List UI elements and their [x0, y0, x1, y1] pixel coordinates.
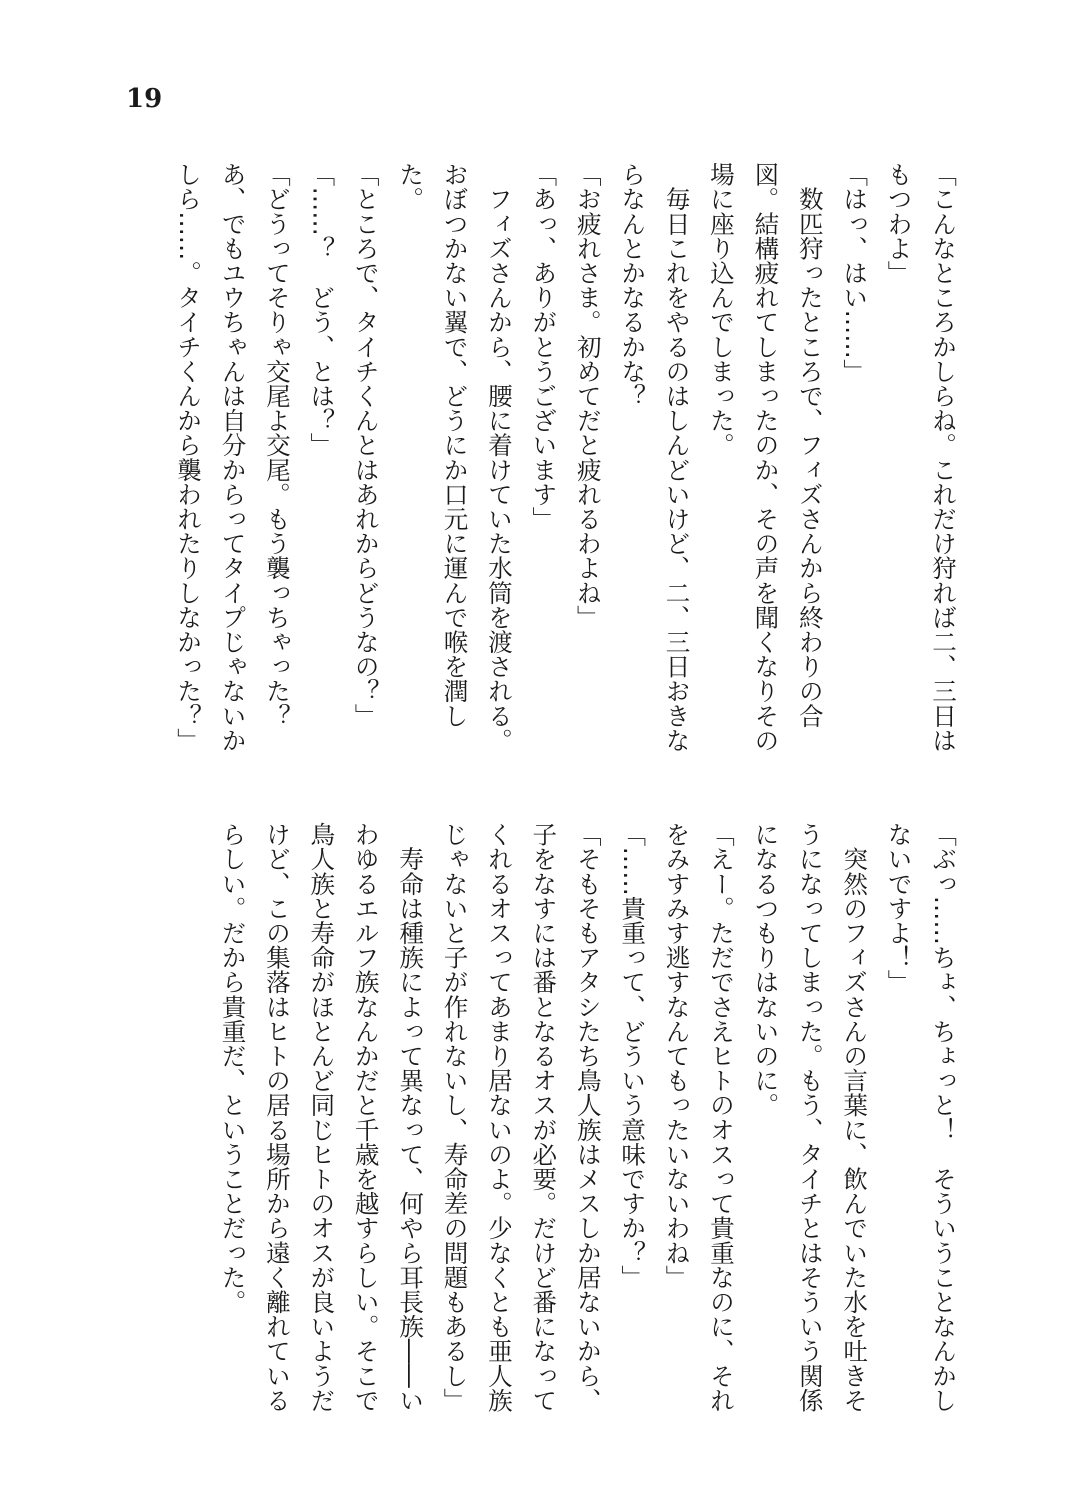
text-line: フィズさんから、腰に着けていた水筒を渡される。 [484, 162, 514, 753]
text-line: 「ぶっ……ちょ、ちょっと！ そういうことなんかし [929, 822, 958, 1413]
text-block-top [166, 162, 965, 762]
text-line: らなんとかなるかな？ [618, 162, 648, 408]
text-line: じゃないと子が作れないし、寿命差の問題もあるし」 [440, 822, 470, 1413]
text-line: 場に座り込んでしまった。 [706, 162, 736, 458]
text-line: ないですよ！」 [884, 822, 914, 995]
text-line: 「お疲れさま。初めてだと疲れるわよね」 [573, 162, 603, 630]
text-line: 「あっ、ありがとうございます」 [529, 162, 559, 531]
text-line: 数匹狩ったところで、フィズさんから終わりの合 [795, 162, 825, 728]
text-line: けど、この集落はヒトの居る場所から遠く離れている [262, 822, 292, 1413]
text-line: おぼつかない翼で、どうにか口元に運んで喉を潤し [440, 162, 470, 728]
text-line: 子をなすには番となるオスが必要。だけど番になって [529, 822, 559, 1413]
text-line: 毎日これをやるのはしんどいけど、二、三日おきな [662, 162, 692, 753]
page-number: 19 [126, 84, 163, 114]
text-line: うになってしまった。もう、タイチとはそういう関係 [795, 822, 825, 1413]
text-line: しら……。タイチくんから襲われたりしなかった？」 [174, 162, 204, 753]
text-line: わゆるエルフ族なんかだと千歳を越すらしい。そこで [351, 822, 381, 1413]
text-line: になるつもりはないのに。 [751, 822, 781, 1118]
text-line: 「ところで、タイチくんとはあれからどうなの？」 [351, 162, 381, 728]
text-line: 「……？ どう、とは？」 [307, 162, 337, 458]
text-line: 図。結構疲れてしまったのか、その声を聞くなりその [751, 162, 781, 753]
text-line: 突然のフィズさんの言葉に、飲んでいた水を吐きそ [840, 822, 870, 1413]
text-line: 「……貴重って、どういう意味ですか？」 [618, 822, 648, 1290]
text-line: 「こんなところかしらね。これだけ狩れば二、三日は [929, 162, 958, 753]
text-line: 「えー。ただでさえヒトのオスって貴重なのに、それ [706, 822, 736, 1413]
text-line: くれるオスってあまり居ないのよ。少なくとも亜人族 [484, 822, 514, 1413]
text-line: らしい。だから貴重だ、ということだった。 [218, 822, 248, 1314]
text-line: もつわよ」 [884, 162, 914, 285]
text-block-bottom [210, 822, 965, 1422]
text-line: 寿命は種族によって異なって、何やら耳長族――い [396, 822, 426, 1413]
text-line: をみすみす逃すなんてもったいないわね」 [662, 822, 692, 1290]
text-line: 「はっ、はい……」 [840, 162, 870, 384]
text-line: 「そもそもアタシたち鳥人族はメスしか居ないから、 [573, 822, 603, 1413]
text-line: あ、でもユウちゃんは自分からってタイプじゃないか [218, 162, 248, 753]
text-line: た。 [396, 162, 426, 212]
text-line: 「どうってそりゃ交尾よ交尾。もう襲っちゃった？ [262, 162, 292, 728]
text-line: 鳥人族と寿命がほとんど同じヒトのオスが良いようだ [307, 822, 337, 1413]
